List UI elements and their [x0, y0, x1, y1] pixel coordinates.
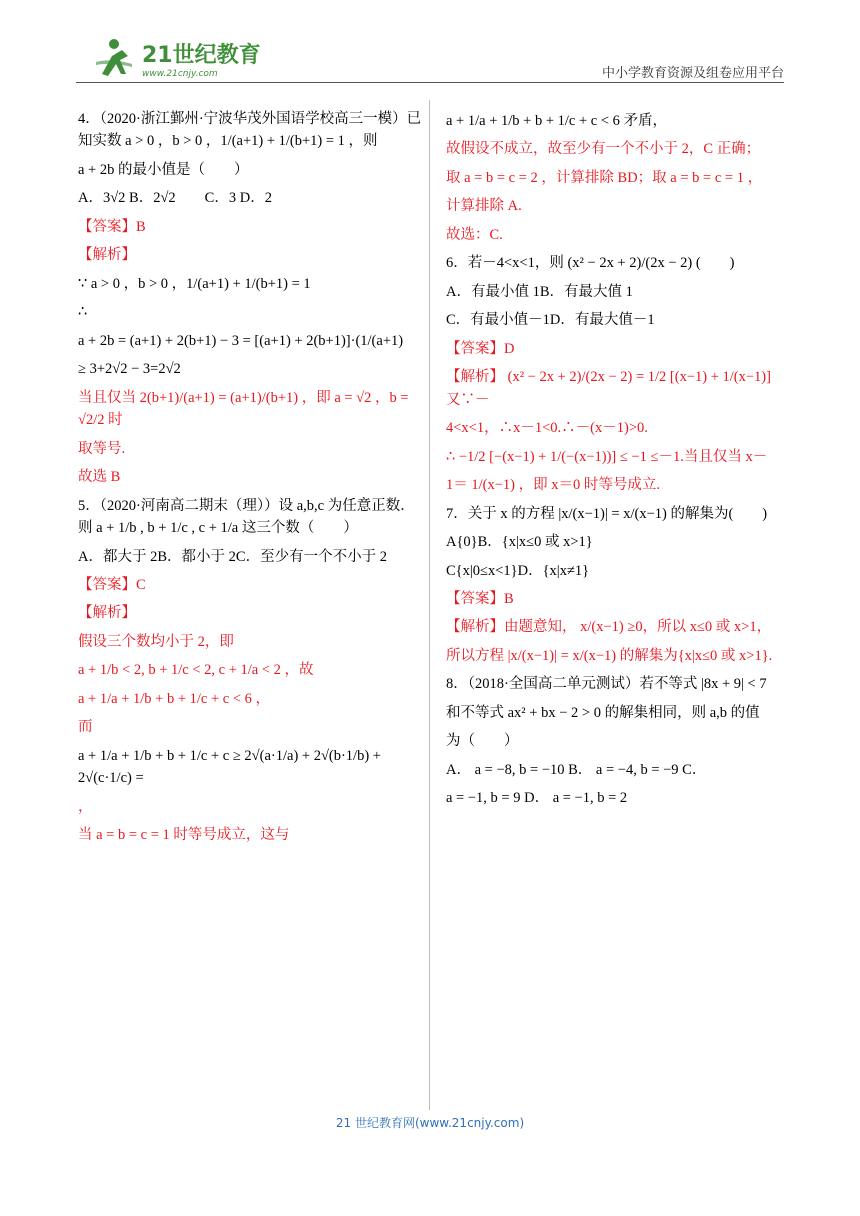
right-line: 计算排除 A. [446, 198, 522, 215]
right-column [446, 110, 786, 816]
right-line: a + 1/a + 1/b + b + 1/c + c < 6 矛盾， [446, 113, 668, 129]
header-platform-text: 中小学教育资源及组卷应用平台 [601, 66, 784, 81]
right-line: 和不等式 ax² + bx − 2 > 0 的解集相同，则 a,b 的值 [446, 704, 760, 721]
left-line: ， [78, 798, 93, 815]
left-line: 而 [78, 719, 93, 736]
left-line: ≥ 3+2√2 − 3=2√2 [78, 361, 181, 378]
left-line: 故选 B [78, 469, 121, 486]
right-line: 1＝ 1/(x−1) ，即 x＝0 时等号成立. [446, 477, 660, 494]
left-line: A．3√2 B．2√2 C．3 D．2 [78, 190, 272, 207]
left-line: A．都大于 2B．都小于 2C．至少有一个不小于 2 [78, 548, 387, 565]
right-line: 7．关于 x 的方程 |x/(x−1)| = x/(x−1) 的解集为( ) [446, 505, 768, 522]
logo-text: 21世纪教育 [142, 43, 261, 68]
left-line: 假设三个数均小于 2，即 [78, 633, 234, 650]
right-line: 【解析】由题意知， x/(x−1) ≥0，所以 x≤0 或 x>1， [446, 619, 772, 636]
right-line: C{x|0≤x<1}D．{x|x≠1} [446, 562, 590, 579]
left-line: ∵ a > 0 ，b > 0 ，1/(a+1) + 1/(b+1) = 1 [78, 275, 311, 292]
left-line: 当 a = b = c = 1 时等号成立，这与 [78, 827, 290, 844]
left-line: 当且仅当 2(b+1)/(a+1) = (a+1)/(b+1) ，即 a = √2 ，b = √2/2 时 [78, 389, 409, 429]
right-line: 6．若－4<x<1，则 (x² − 2x + 2)/(2x − 2) ( ) [446, 255, 735, 272]
left-line: a + 1/a + 1/b + b + 1/c + c ≥ 2√(a·1/a) + 2√(b·1/b) + 2√(c·1/c) = [78, 747, 381, 787]
left-line: a + 1/a + 1/b + b + 1/c + c < 6 ， [78, 690, 271, 707]
right-line: ∴ −1/2 [−(x−1) + 1/(−(x−1))] ≤ −1 ≤－1.当且仅当 x－ [446, 448, 768, 465]
right-line: 4<x<1，∴x－1<0.∴－(x－1)>0. [446, 420, 648, 437]
header-divider [76, 82, 784, 83]
right-line: 所以方程 |x/(x−1)| = x/(x−1) 的解集为{x|x≤0 或 x>1}. [446, 647, 773, 664]
right-line: 【答案】B [446, 590, 514, 607]
left-column [78, 108, 424, 853]
right-line: A{0}B．{x|x≤0 或 x>1} [446, 534, 593, 551]
right-line: A．有最小值 1B．有最大值 1 [446, 283, 633, 300]
left-line: a + 2b = (a+1) + 2(b+1) − 3 = [(a+1) + 2(b+1)]·(1/(a+1) [78, 332, 404, 349]
left-line: ∴ [78, 304, 88, 321]
left-line: 【解析】 [78, 247, 136, 264]
right-line: 故假设不成立，故至少有一个不小于 2，C 正确； [446, 141, 761, 158]
left-line: 4．（2020·浙江鄞州·宁波华茂外国语学校高三一模）已知实数 a > 0 ，b > 0 ，1/(a+1) + 1/(b+1) = 1 ，则 [78, 111, 422, 150]
logo-url: www.21cnjy.com [142, 69, 218, 79]
left-line: 【解析】 [78, 605, 136, 622]
right-line: a = −1, b = 9 D． a = −1, b = 2 [446, 790, 628, 807]
right-line: A． a = −8, b = −10 B． a = −4, b = −9 C． [446, 761, 707, 778]
right-line: 8．（2018·全国高二单元测试）若不等式 |8x + 9| < 7 [446, 676, 767, 693]
left-line: 取等号. [78, 440, 126, 457]
right-line: 为（ ） [446, 733, 519, 750]
left-line: 5．（2020·河南高二期末（理））设 a,b,c 为任意正数．则 a + 1/b , b + 1/c , c + 1/a 这三个数（ ） [78, 497, 415, 537]
right-line: 【答案】D [446, 340, 515, 357]
right-line: 取 a = b = c = 2 ，计算排除 BD；取 a = b = c = 1 ， [446, 169, 763, 186]
footer-text: 21 世纪教育网(www.21cnjy.com) [335, 1116, 525, 1130]
left-line: 【答案】C [78, 576, 146, 593]
site-logo [92, 34, 292, 80]
left-line: 【答案】B [78, 218, 146, 235]
right-line: 【解析】 (x² − 2x + 2)/(2x − 2) = 1/2 [(x−1) + 1/(x−1)] 又∵－ [446, 369, 771, 408]
right-line: C．有最小值－1D．有最大值－1 [446, 312, 655, 329]
left-line: a + 1/b < 2, b + 1/c < 2, c + 1/a < 2 ，故 [78, 662, 314, 679]
left-line: a + 2b 的最小值是（ ） [78, 161, 249, 178]
right-line: 故选：C. [446, 226, 503, 243]
column-divider [429, 100, 430, 1110]
